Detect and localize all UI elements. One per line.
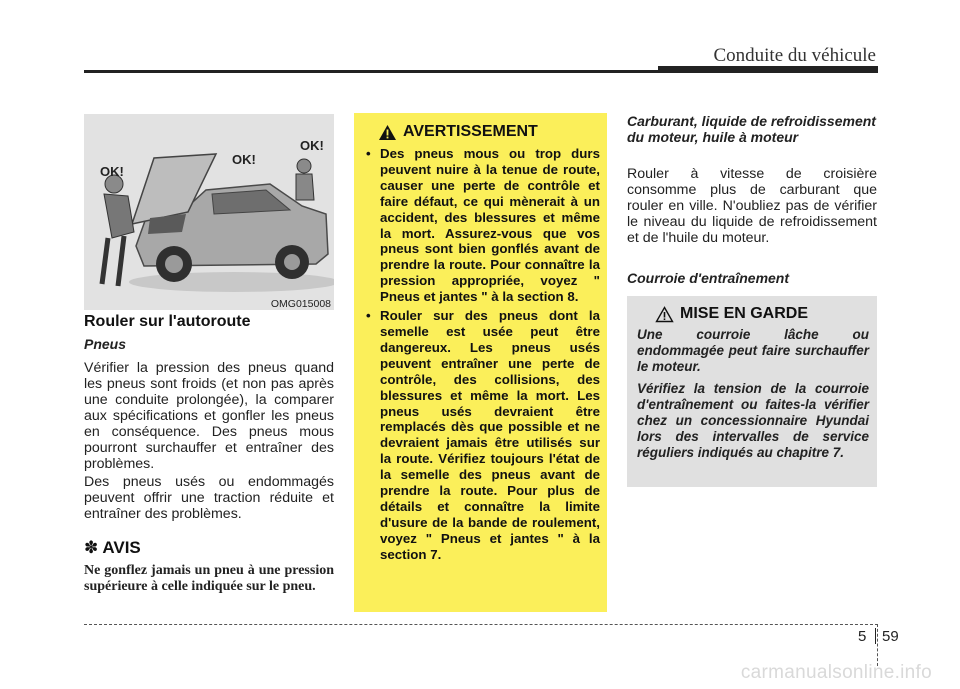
warning-box: [354, 113, 607, 612]
illustration-code-wrap: [84, 298, 334, 312]
ok-label: OK!: [232, 152, 256, 167]
watermark: carmanualsonline.info: [740, 662, 932, 683]
caution-box: [627, 296, 877, 487]
car-illustration-svg: [84, 114, 334, 310]
footer-vertical-rule: [877, 624, 878, 666]
car-maintenance-illustration: [84, 114, 334, 310]
page-number-divider: [875, 628, 876, 644]
subheading-pneus: Pneus: [84, 336, 127, 352]
caution-paragraph: Une courroie lâche ou endommagée peut faire surchauffer le moteur.: [637, 327, 869, 374]
warning-triangle-icon: [378, 124, 397, 141]
illustration-code: OMG015008: [268, 298, 334, 310]
warning-item: • Des pneus mous ou trop durs peuvent nuire à la tenue de route, causer une perte de contrôle et faire défaut, ce qui mènerait à un accident, des blessures et même la mort. Assurez-vous que vos pneus sont bien gonflés avant de prendre la route. Pour connaître la pression appropriée, voyez " Pneus et jantes " à la section 8.: [364, 146, 600, 305]
avis-title: ✽ AVIS: [84, 538, 141, 557]
subheading-courroie: Courroie d'entraînement: [627, 270, 790, 286]
caution-title: MISE EN GARDE: [680, 305, 809, 322]
page-number: 59: [882, 628, 899, 645]
caution-paragraph: Vérifiez la tension de la courroie d'entraînement ou faites-la vérifier chez un concessionnaire Hyundai lors des intervalles de service réguliers indiqués au chapitre 7.: [637, 381, 869, 460]
warning-item: • Rouler sur des pneus dont la semelle est usée peut être dangereux. Les pneus usés peuvent entraîner une perte de contrôle, des collisions, des blessures et même la mort. Les pneus usés devraient être remplacés dès que possible et ne devraient jamais être utilisés sur la route. Vérifiez toujours l'état de la semelle des pneus avant de prendre la route. Pour plus de détails et connaître la limite d'usure de la bande de roulement, voyez " Pneus et jantes " à la section 7.: [364, 308, 600, 563]
paragraph-carburant: Rouler à vitesse de croisière consomme plus de carburant que rouler en ville. N'oubliez pas de vérifier le niveau du liquide de refroidissement et de l'huile du moteur.: [627, 166, 877, 246]
paragraph-pression: Vérifier la pression des pneus quand les pneus sont froids (et non pas après une conduite prolongée), la comparer aux spécifications et gonfler les pneus en conséquence. Des pneus mous pourront surchauffer et entraîner des problèmes.: [84, 360, 334, 472]
footer-rule: [84, 624, 878, 625]
warning-title: AVERTISSEMENT: [403, 123, 538, 140]
warning-list: [364, 146, 600, 563]
ok-label: OK!: [300, 138, 324, 153]
section-number: 5: [858, 628, 867, 645]
header-rule-accent: [658, 66, 878, 73]
heading-autoroute: Rouler sur l'autoroute: [84, 313, 251, 330]
caution-triangle-icon: [655, 306, 674, 323]
paragraph-usure: Des pneus usés ou endommagés peuvent offrir une traction réduite et entraîner des problèmes.: [84, 474, 334, 522]
subheading-carburant: Carburant, liquide de refroidissement du moteur, huile à moteur: [627, 113, 876, 145]
avis-text: Ne gonflez jamais un pneu à une pression supérieure à celle indiquée sur le pneu.: [84, 563, 334, 594]
section-title: Conduite du véhicule: [713, 45, 876, 66]
ok-label: OK!: [100, 164, 124, 179]
